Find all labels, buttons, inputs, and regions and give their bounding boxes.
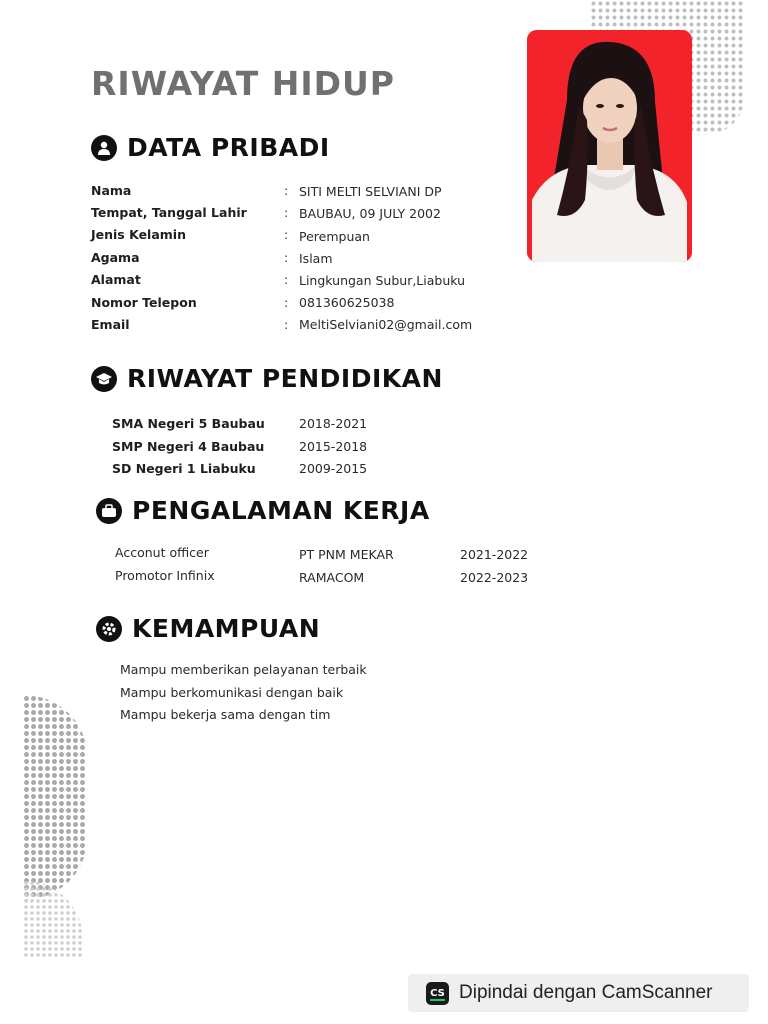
dot-pattern-left-bottom xyxy=(23,880,83,958)
personal-value: Perempuan xyxy=(299,229,370,244)
section-heading: KEMAMPUAN xyxy=(132,614,321,643)
separator: : xyxy=(284,205,289,220)
portrait-illustration xyxy=(527,30,692,262)
education-years: 2018-2021 xyxy=(299,416,368,431)
education-school: SMA Negeri 5 Baubau xyxy=(112,416,265,431)
section-heading: RIWAYAT PENDIDIKAN xyxy=(127,364,443,393)
personal-label: Agama xyxy=(91,250,140,265)
separator: : xyxy=(284,250,289,265)
personal-label: Nomor Telepon xyxy=(91,295,197,310)
watermark-text: Dipindai dengan CamScanner xyxy=(459,982,713,1003)
experience-company: RAMACOM xyxy=(299,570,365,585)
separator: : xyxy=(284,317,289,332)
section-pengalaman-kerja xyxy=(96,496,430,525)
personal-label: Email xyxy=(91,317,130,332)
separator: : xyxy=(284,272,289,287)
experience-years: 2022-2023 xyxy=(460,570,529,585)
personal-label: Alamat xyxy=(91,272,141,287)
personal-value: MeltiSelviani02@gmail.com xyxy=(299,317,473,332)
separator: : xyxy=(284,295,289,310)
section-riwayat-pendidikan xyxy=(91,364,443,393)
personal-value: BAUBAU, 09 JULY 2002 xyxy=(299,206,441,221)
graduation-cap-icon xyxy=(91,366,117,392)
personal-label: Nama xyxy=(91,183,132,198)
education-school: SMP Negeri 4 Baubau xyxy=(112,439,265,454)
separator: : xyxy=(284,183,289,198)
briefcase-icon xyxy=(96,498,122,524)
education-years: 2015-2018 xyxy=(299,439,368,454)
gear-icon xyxy=(96,616,122,642)
experience-years: 2021-2022 xyxy=(460,547,529,562)
separator: : xyxy=(284,227,289,242)
experience-position: Acconut officer xyxy=(115,545,209,560)
profile-photo xyxy=(527,30,692,262)
personal-label: Tempat, Tanggal Lahir xyxy=(91,205,247,220)
camscanner-watermark xyxy=(408,974,749,1012)
experience-company: PT PNM MEKAR xyxy=(299,547,394,562)
skill-item: Mampu berkomunikasi dengan baik xyxy=(120,685,344,700)
personal-value: Islam xyxy=(299,251,333,266)
personal-value: Lingkungan Subur,Liabuku xyxy=(299,273,466,288)
camscanner-logo-icon: CS xyxy=(426,982,449,1005)
education-school: SD Negeri 1 Liabuku xyxy=(112,461,256,476)
education-years: 2009-2015 xyxy=(299,461,368,476)
page-title: RIWAYAT HIDUP xyxy=(91,64,395,103)
personal-value: SITI MELTI SELVIANI DP xyxy=(299,184,442,199)
person-icon xyxy=(91,135,117,161)
section-heading: PENGALAMAN KERJA xyxy=(132,496,430,525)
personal-value: 081360625038 xyxy=(299,295,395,310)
section-heading: DATA PRIBADI xyxy=(127,133,330,162)
section-kemampuan xyxy=(96,614,320,643)
experience-position: Promotor Infinix xyxy=(115,568,215,583)
dot-pattern-left xyxy=(23,695,87,900)
personal-label: Jenis Kelamin xyxy=(91,227,186,242)
skill-item: Mampu bekerja sama dengan tim xyxy=(120,707,331,722)
skill-item: Mampu memberikan pelayanan terbaik xyxy=(120,662,367,677)
section-data-pribadi xyxy=(91,133,330,162)
